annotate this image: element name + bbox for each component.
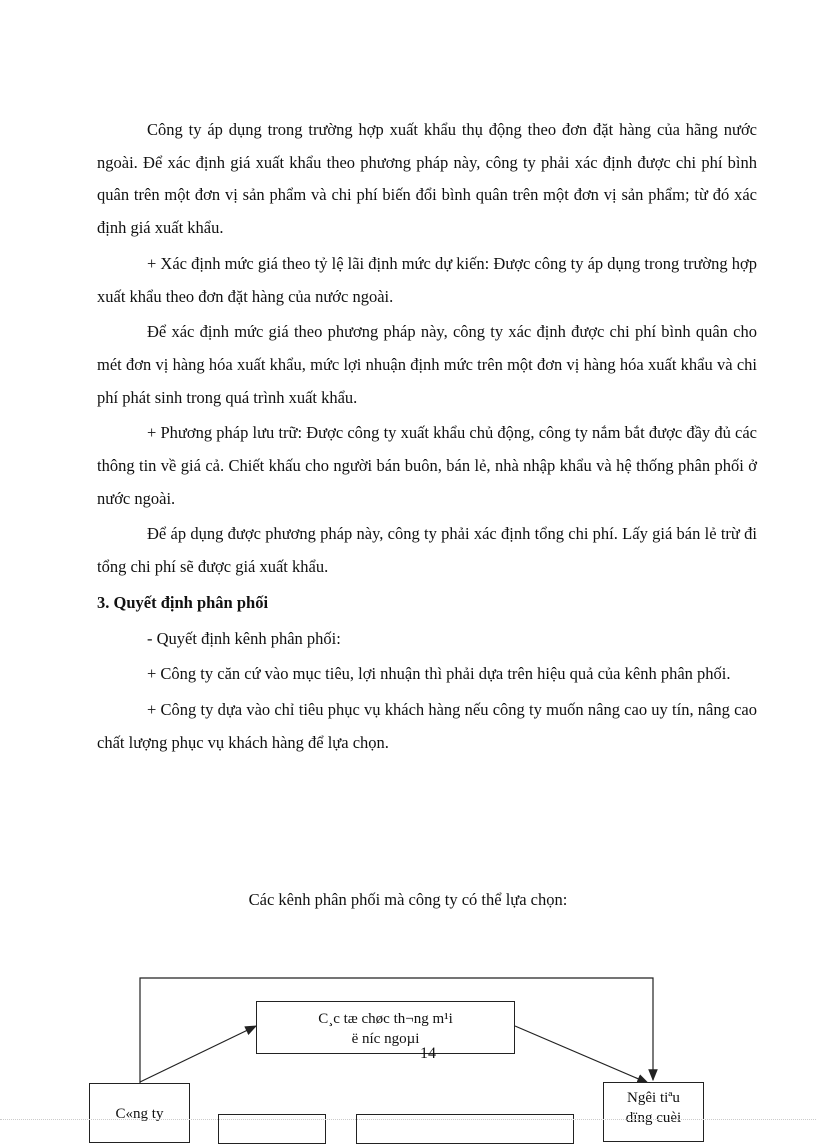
end-consumer-line-1: Ngêi tiªu (627, 1090, 680, 1106)
paragraph-4: + Phương pháp lưu trữ: Được công ty xuất khẩu chủ động, công ty nắm bắt được đầy đủ các thông tin về giá cả. Chiết khấu cho người bán buôn, bán lẻ, nhà nhập khẩu và hệ thống phân phối ở nước ngoài. (97, 423, 757, 508)
end-consumer-box (603, 1082, 704, 1142)
paragraph-2: + Xác định mức giá theo tỷ lệ lãi định mức dự kiến: Được công ty áp dụng trong trường hợp xuất khẩu theo đơn đặt hàng của nước ngoài. (97, 253, 757, 306)
foreign-trade-organization-line-1: C¸c tæ chøc th¬ng m¹i (318, 1011, 453, 1027)
section-item-3: + Công ty dựa vào chỉ tiêu phục vụ khách hàng nếu công ty muốn nâng cao uy tín, nâng cao chất lượng phục vụ khách hàng để lựa chọn. (97, 699, 757, 752)
section-item-2: + Công ty căn cứ vào mục tiêu, lợi nhuận thì phải dựa trên hiệu quả của kênh phân phối. (147, 664, 731, 684)
end-consumer-line-2: dïng cuèi (625, 1110, 682, 1126)
foreign-trade-organization-line-2: ë níc ngoµi (351, 1031, 420, 1047)
page-bottom-border (0, 1119, 816, 1120)
intermediary-to-consumer-arrow (515, 1026, 648, 1083)
paragraph-3: Để xác định mức giá theo phương pháp này, công ty xác định được chi phí bình quân cho mét đơn vị hàng hóa xuất khẩu, mức lợi nhuận định mức trên một đơn vị hàng hóa xuất khẩu và chi phí phát sinh trong quá trình xuất khẩu. (97, 322, 757, 407)
company-box (89, 1083, 190, 1143)
page-number: 14 (420, 1045, 436, 1062)
company-label: C«ng ty (115, 1106, 164, 1122)
section-heading: 3. Quyết định phân phối (97, 592, 269, 612)
paragraph-5: Để áp dụng được phương pháp này, công ty phải xác định tổng chi phí. Lấy giá bán lẻ trừ đi tổng chi phí sẽ được giá xuất khẩu. (97, 524, 757, 577)
paragraph-1: Công ty áp dụng trong trường hợp xuất khẩu thụ động theo đơn đặt hàng của hãng nước ngoài. Để xác định giá xuất khẩu theo phương pháp này, công ty phải xác định được chi phí bình quân trên một đơn vị sản phẩm và chi phí biến đổi bình quân trên một đơn vị sản phẩm; từ đó xác định giá xuất khẩu. (97, 120, 757, 238)
foreign-trade-organization-box (256, 1001, 515, 1054)
diagram-caption: Các kênh phân phối mà công ty có thể lựa chọn: (248, 890, 568, 909)
section-item-1: - Quyết định kênh phân phối: (147, 628, 341, 648)
company-to-intermediary-arrow (140, 1026, 256, 1082)
